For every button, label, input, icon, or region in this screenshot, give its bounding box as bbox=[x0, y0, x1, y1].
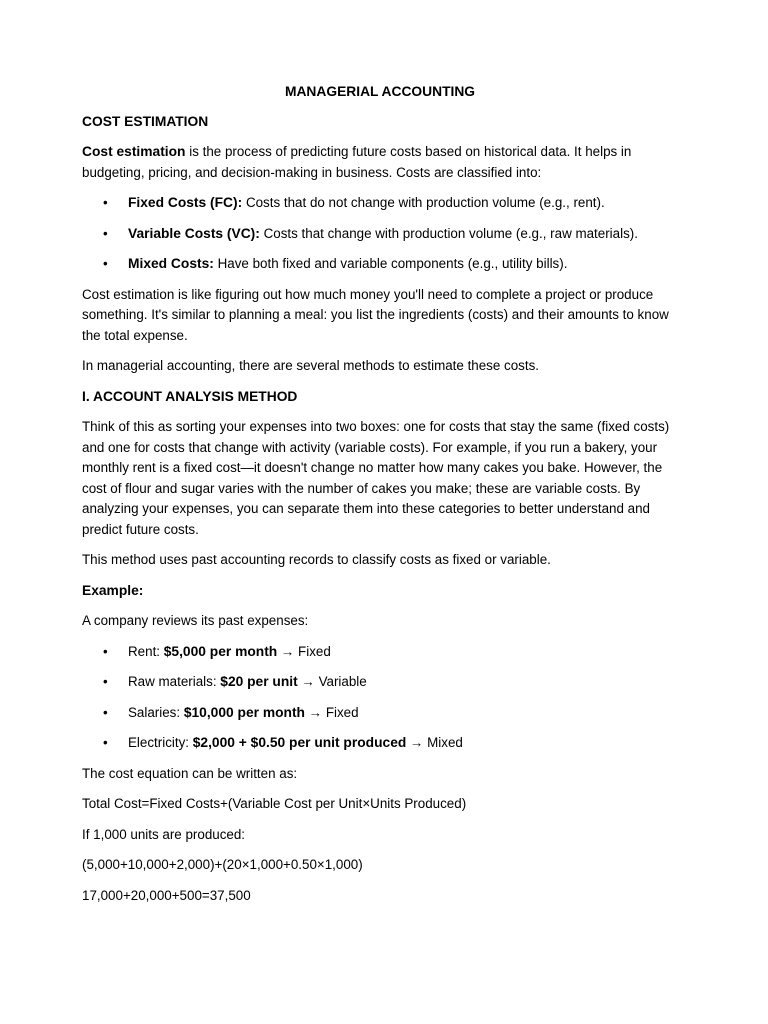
section-heading-account-analysis: I. ACCOUNT ANALYSIS METHOD bbox=[82, 388, 298, 404]
list-item-expense-rent bbox=[82, 642, 678, 663]
expense-amount: $20 per unit bbox=[220, 674, 298, 689]
example-intro: A company reviews its past expenses: bbox=[82, 613, 309, 628]
account-analysis-method: This method uses past accounting records to classify costs as fixed or variable. bbox=[82, 552, 551, 567]
list-item-expense-salaries bbox=[82, 703, 678, 724]
calculation-line-2: 17,000+20,000+500=37,500 bbox=[82, 887, 251, 903]
equation-intro: The cost equation can be written as: bbox=[82, 765, 298, 781]
example-label: Example: bbox=[82, 582, 144, 598]
expense-class: → Variable bbox=[297, 674, 367, 689]
expense-amount: $2,000 + $0.50 per unit produced bbox=[192, 735, 407, 750]
expense-class: → Fixed bbox=[277, 643, 331, 659]
expense-amount: $10,000 per month bbox=[183, 704, 305, 720]
methods-paragraph: In managerial accounting, there are several methods to estimate these costs. bbox=[82, 358, 540, 373]
cost-type-desc: Costs that do not change with production volume (e.g., rent). bbox=[242, 195, 605, 210]
section-heading-cost-estimation: COST ESTIMATION bbox=[82, 113, 209, 129]
expense-amount: $5,000 per month bbox=[163, 643, 278, 659]
expense-name: Electricity: bbox=[128, 735, 193, 750]
document-title: MANAGERIAL ACCOUNTING bbox=[284, 84, 476, 99]
cost-equation: Total Cost=Fixed Costs+(Variable Cost per Unit×Units Produced) bbox=[82, 796, 467, 811]
expense-name: Rent: bbox=[128, 643, 164, 659]
expense-class: → Fixed bbox=[304, 704, 359, 720]
intro-term: Cost estimation bbox=[82, 144, 186, 159]
document-page bbox=[82, 82, 678, 916]
calculation-line-1: (5,000+10,000+2,000)+(20×1,000+0.50×1,000) bbox=[82, 857, 363, 872]
cost-type-desc: Costs that change with production volume (e.g., raw materials). bbox=[259, 225, 638, 241]
cost-estimation-intro bbox=[82, 142, 678, 183]
list-item-variable-costs bbox=[82, 224, 678, 245]
cost-type-term: Variable Costs (VC): bbox=[128, 225, 260, 241]
units-produced-line: If 1,000 units are produced: bbox=[82, 826, 246, 842]
list-item-mixed-costs bbox=[82, 254, 678, 275]
cost-type-desc: Have both fixed and variable components (e.g., utility bills). bbox=[213, 256, 568, 271]
list-item-expense-electricity bbox=[82, 733, 678, 754]
account-analysis-explanation: Think of this as sorting your expenses into two boxes: one for costs that stay the same (fixed costs) and one for costs that change with activity (variable costs). For example, if you run a bakery, your monthly rent is a fixed cost—it doesn't change no matter how many cakes you bake. However, the cost of flour and sugar varies with the number of cakes you make; these are variable costs. By analyzing your expenses, you can separate them into these categories to better understand and predict future costs. bbox=[82, 419, 670, 537]
expense-name: Raw materials: bbox=[128, 674, 221, 689]
cost-types-list bbox=[82, 193, 678, 275]
expense-class: → Mixed bbox=[406, 735, 463, 750]
analogy-paragraph: Cost estimation is like figuring out how much money you'll need to complete a project or produce something. It's similar to planning a meal: you list the ingredients (costs) and their amounts to know the total expense. bbox=[82, 286, 669, 343]
list-item-expense-raw-materials bbox=[82, 672, 678, 693]
expenses-list bbox=[82, 642, 678, 754]
expense-name: Salaries: bbox=[128, 704, 184, 720]
cost-type-term: Mixed Costs: bbox=[128, 256, 214, 271]
cost-type-term: Fixed Costs (FC): bbox=[128, 195, 243, 210]
list-item-fixed-costs bbox=[82, 193, 678, 214]
intro-text: is the process of predicting future costs based on historical data. It helps in budgeting, pricing, and decision-making in business. Costs are classified into: bbox=[82, 144, 632, 180]
